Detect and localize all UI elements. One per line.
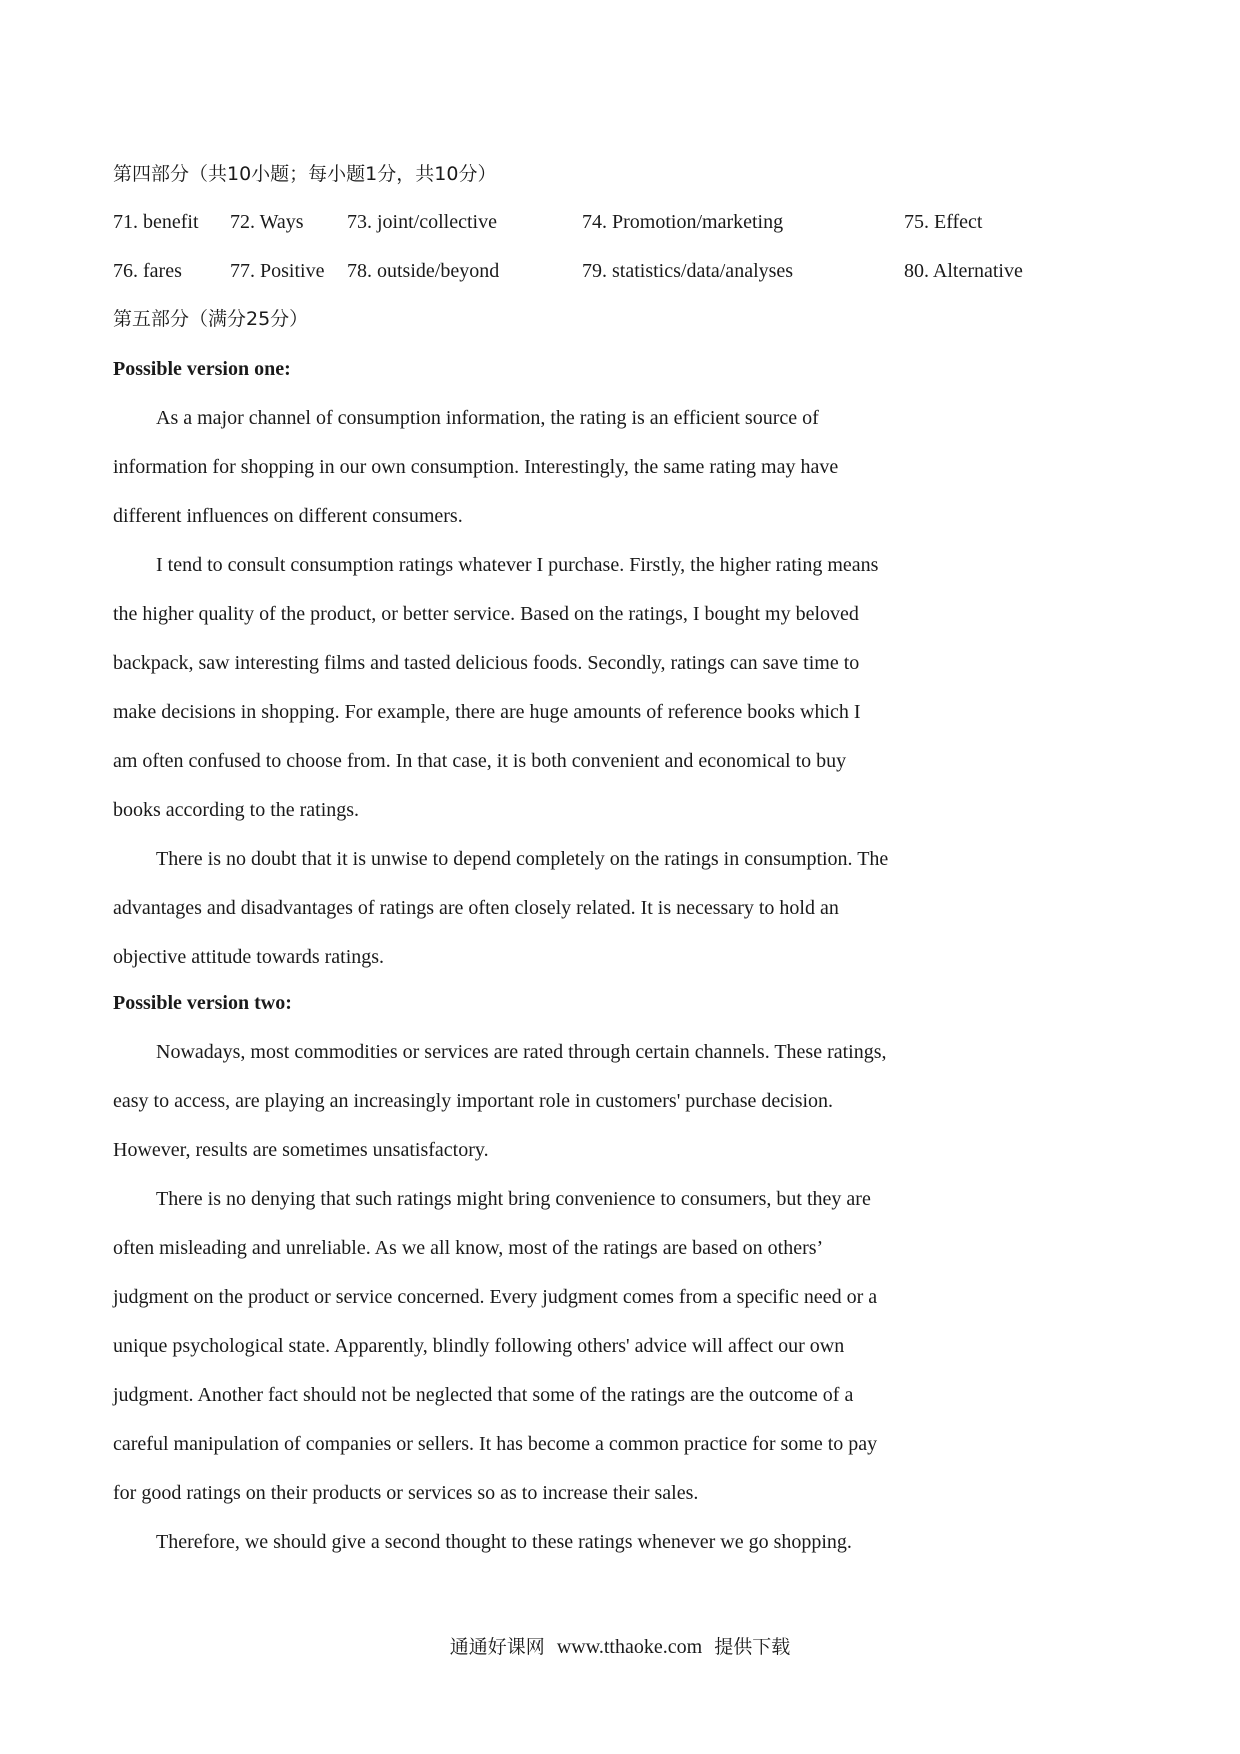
v1-p2-line-4: make decisions in shopping. For example, there are huge amounts of reference books which I: [113, 701, 861, 723]
footer-url[interactable]: www.tthaoke.com: [556, 1636, 703, 1658]
answer-74: 74. Promotion/marketing: [582, 211, 784, 233]
footer-site-name: 通通好课网: [449, 1636, 545, 1658]
v1-p2-line-5: am often confused to choose from. In that case, it is both convenient and economical to buy: [113, 750, 847, 772]
v1-p1-line-3: different influences on different consumers.: [113, 505, 463, 527]
v1-p2-line-6: books according to the ratings.: [113, 799, 360, 821]
v2-p1-line-1: Nowadays, most commodities or services are rated through certain channels. These ratings,: [156, 1041, 887, 1063]
v2-p3-line-1: Therefore, we should give a second thought to these ratings whenever we go shopping.: [156, 1531, 852, 1553]
answer-76: 76. fares: [113, 260, 182, 282]
version-one-body: [113, 406, 973, 994]
page-footer: [0, 1635, 1240, 1659]
v1-p1-line-2: information for shopping in our own consumption. Interestingly, the same rating may have: [113, 456, 839, 478]
version-two-body: [113, 1040, 973, 1579]
v1-p2-line-2: the higher quality of the product, or better service. Based on the ratings, I bought my beloved: [113, 603, 859, 625]
v2-p2-line-7: for good ratings on their products or services so as to increase their sales.: [113, 1482, 699, 1504]
footer-suffix: 提供下载: [714, 1636, 791, 1658]
answer-72: 72. Ways: [230, 211, 304, 233]
answer-79: 79. statistics/data/analyses: [582, 260, 794, 282]
answer-78: 78. outside/beyond: [347, 260, 500, 282]
v2-p2-line-1: There is no denying that such ratings might bring convenience to consumers, but they are: [156, 1188, 871, 1210]
answer-71: 71. benefit: [113, 211, 199, 233]
v1-p3-line-1: There is no doubt that it is unwise to depend completely on the ratings in consumption. The: [156, 848, 889, 870]
v2-p2-line-3: judgment on the product or service concerned. Every judgment comes from a specific need or a: [113, 1286, 878, 1308]
v2-p2-line-6: careful manipulation of companies or sellers. It has become a common practice for some to pay: [113, 1433, 878, 1455]
answer-77: 77. Positive: [230, 260, 325, 282]
v1-p3-line-3: objective attitude towards ratings.: [113, 946, 385, 968]
answer-73: 73. joint/collective: [347, 211, 497, 233]
v2-p2-line-2: often misleading and unreliable. As we all know, most of the ratings are based on others’: [113, 1237, 824, 1259]
version-one-title: Possible version one:: [113, 358, 291, 380]
v1-p2-line-3: backpack, saw interesting films and tasted delicious foods. Secondly, ratings can save time to: [113, 652, 860, 674]
v1-p2-line-1: I tend to consult consumption ratings whatever I purchase. Firstly, the higher rating means: [156, 554, 879, 576]
v1-p3-line-2: advantages and disadvantages of ratings are often closely related. It is necessary to hold an: [113, 897, 839, 919]
v2-p2-line-4: unique psychological state. Apparently, blindly following others' advice will affect our own: [113, 1335, 845, 1357]
version-two-title: Possible version two:: [113, 992, 292, 1014]
answer-80: 80. Alternative: [904, 260, 1023, 282]
v2-p2-line-5: judgment. Another fact should not be neglected that some of the ratings are the outcome of a: [113, 1384, 854, 1406]
v2-p1-line-3: However, results are sometimes unsatisfactory.: [113, 1139, 489, 1161]
answer-75: 75. Effect: [904, 211, 983, 233]
part4-heading: 第四部分（共10小题；每小题1分，共10分）: [113, 163, 497, 185]
v1-p1-line-1: As a major channel of consumption information, the rating is an efficient source of: [156, 407, 819, 429]
part5-heading: 第五部分（满分25分）: [113, 308, 309, 330]
answers-row-2: [0, 259, 1240, 283]
v2-p1-line-2: easy to access, are playing an increasingly important role in customers' purchase decision.: [113, 1090, 834, 1112]
answers-row-1: [0, 210, 1240, 234]
